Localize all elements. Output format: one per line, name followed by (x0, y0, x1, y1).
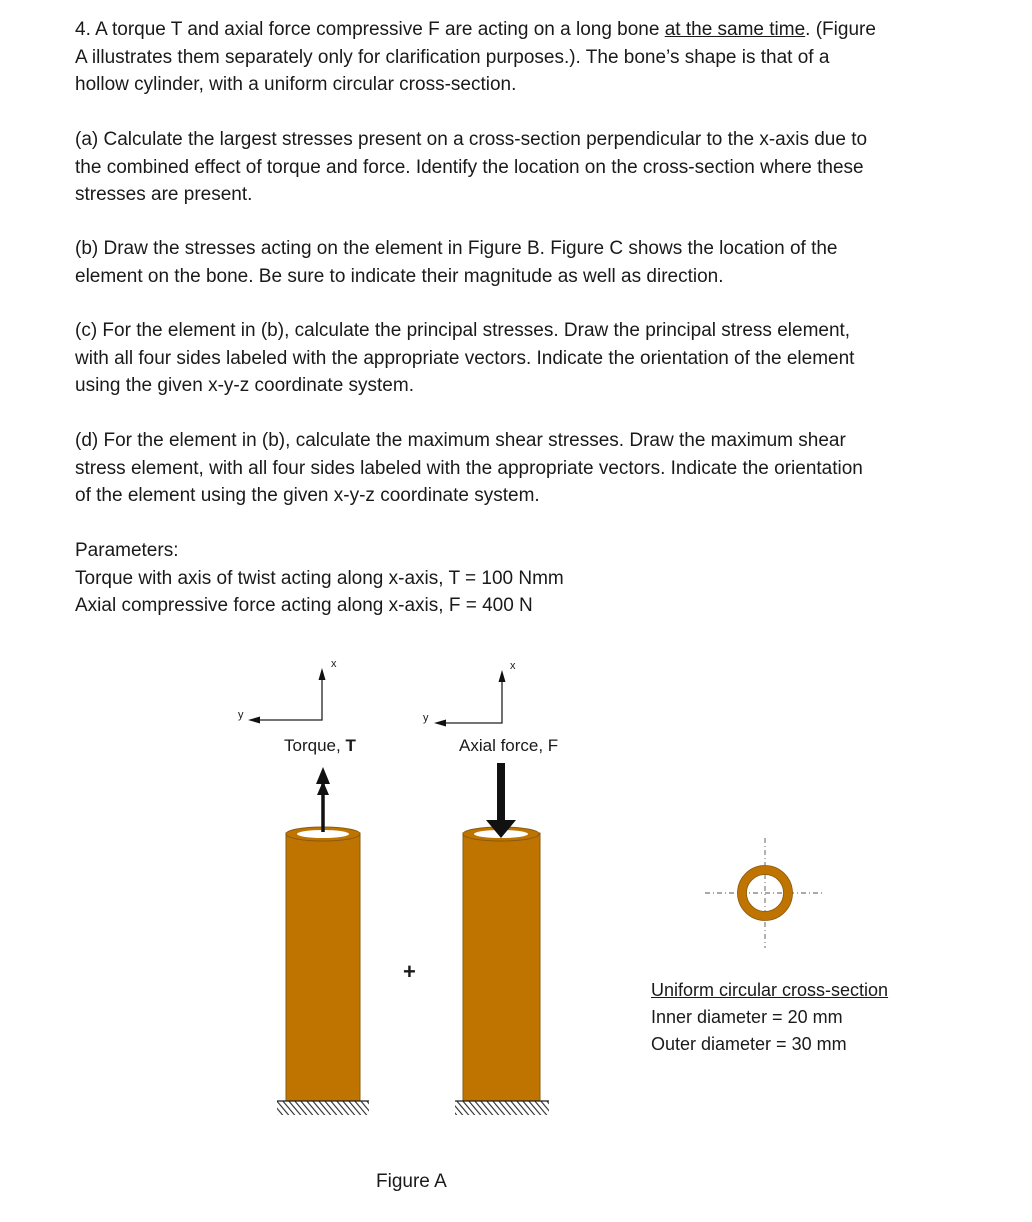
intro-paragraph: 4. A torque T and axial force compressive F are acting on a long bone at the same time. (Figure A illustrates them separately only for clarification purposes.). The bone’s shape is that of a hollow cylinder, with a uniform circular cross-section. (75, 19, 876, 95)
figure-a-drawing (0, 640, 1032, 1222)
plus-sign: + (403, 959, 416, 984)
figure-caption: Figure A (376, 1171, 447, 1192)
part-b-paragraph: (b) Draw the stresses acting on the element in Figure B. Figure C shows the location of the element on the bone. Be sure to indicate their magnitude as well as direction. (75, 238, 838, 287)
parameters-heading: Parameters: (75, 540, 179, 561)
torque-arrow (316, 767, 330, 832)
bone-body (463, 833, 540, 1101)
bone-body (286, 833, 360, 1101)
fixed-support-hatch (455, 1101, 549, 1115)
fixed-support-hatch (277, 1101, 369, 1115)
part-d-paragraph: (d) For the element in (b), calculate the maximum shear stresses. Draw the maximum shear stress element, with all four sides labeled with the appropriate vectors. Indicate the orientation of the element using the given x-y-z coordinate system. (75, 430, 863, 506)
figure-a (0, 640, 1032, 1222)
inner-diameter-label: Inner diameter = 20 mm (651, 1007, 843, 1027)
x-axis-arrowhead (499, 670, 506, 682)
part-c-paragraph: (c) For the element in (b), calculate the principal stresses. Draw the principal stress element, with all four sides labeled with the appropriate vectors. Indicate the orientation of the element using the given x-y-z coordinate system. (75, 320, 855, 396)
bone-torque (277, 827, 369, 1115)
torque-label: Torque, T (284, 736, 356, 755)
axis-label-y-left: y (238, 709, 244, 721)
cross-section-diagram (705, 838, 825, 948)
outer-diameter-label: Outer diameter = 30 mm (651, 1034, 847, 1054)
axis-label-x-right: x (510, 660, 516, 672)
axis-label-y-right: y (423, 712, 429, 724)
part-a-paragraph: (a) Calculate the largest stresses present on a cross-section perpendicular to the x-axis due to the combined effect of torque and force. Identify the location on the cross-section where these stresses are present. (75, 129, 868, 205)
axis-label-x-left: x (331, 658, 337, 670)
axial-force-label: Axial force, F (459, 736, 559, 755)
bone-axial (455, 827, 549, 1115)
cross-section-title: Uniform circular cross-section (651, 980, 889, 1000)
coordinate-axes-left (248, 668, 326, 724)
emphasis-same-time: at the same time (664, 19, 806, 40)
parameters-block (75, 537, 975, 620)
x-axis-arrowhead (319, 668, 326, 680)
parameter-torque: Torque with axis of twist acting along x-axis, T = 100 Nmm (75, 567, 564, 589)
axial-force-arrow (486, 763, 516, 838)
parameter-force: Axial compressive force acting along x-axis, F = 400 N (75, 595, 533, 616)
coordinate-axes-right (434, 670, 506, 727)
y-axis-arrowhead (434, 720, 446, 727)
y-axis-arrowhead (248, 717, 260, 724)
